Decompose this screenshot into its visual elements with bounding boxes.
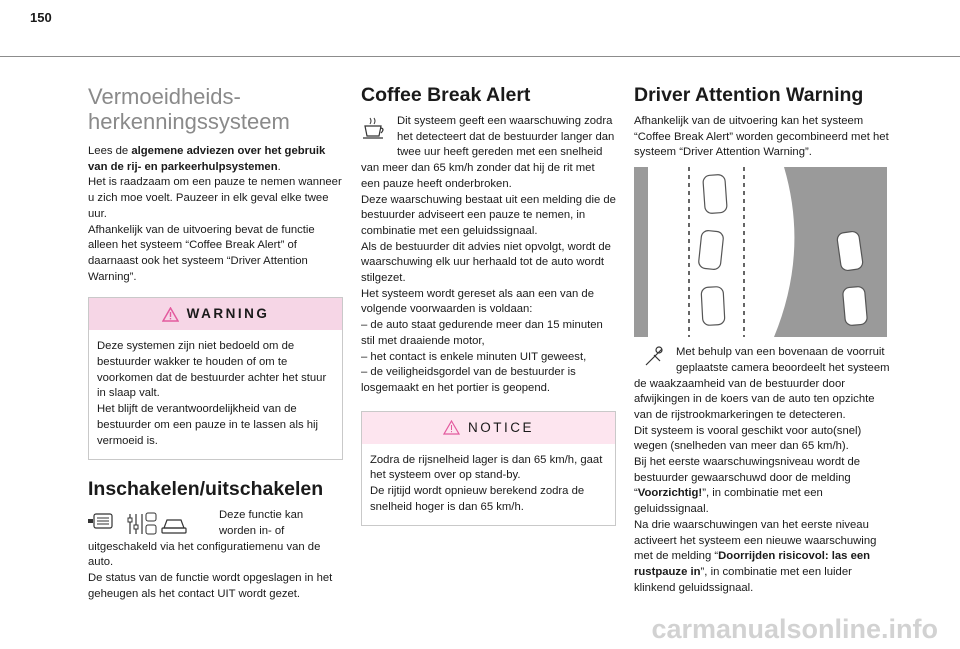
notice-triangle-icon xyxy=(443,420,460,435)
notice-label: NOTICE xyxy=(467,419,534,435)
paragraph: Bij het eerste waarschuwingsniveau wordt de bestuurder gewaarschuwd door de melding “Voorzichtig!”, in combinatie met een geluidssignaal. xyxy=(634,456,861,516)
page-number: 150 xyxy=(30,10,52,25)
intro-paragraph: Lees de algemene adviezen over het gebruik van de rij- en parkeerhulpsystemen. xyxy=(88,145,326,173)
paragraph: Dit systeem geeft een waarschuwing zodra het detecteert dat de bestuurder langer dan twee uur heeft gereden met een snelheid van meer dan 65 km/h zonder dat hij de rit met een pauze heeft onderbroken. xyxy=(361,115,615,190)
column-driver-attention xyxy=(634,84,890,596)
section-title-coffee-break: Coffee Break Alert xyxy=(361,84,531,106)
settings-sliders-icon xyxy=(128,513,156,534)
touchscreen-icon xyxy=(88,514,112,528)
paragraph: Als de bestuurder dit advies niet opvolgt, wordt de waarschuwing elk uur herhaald tot de auto wordt stilgezet. xyxy=(361,240,611,285)
toggle-text: Deze functie kan worden in- of uitgeschakeld via het configuratiemenu van de auto. xyxy=(88,509,321,569)
paragraph: Afhankelijk van de uitvoering bevat de functie alleen het systeem “Coffee Break Alert” of daarnaast ook het systeem “Driver Attention Warning”. xyxy=(88,223,315,283)
warning-triangle-icon xyxy=(162,307,179,322)
notice-header xyxy=(362,412,615,444)
notice-text: Zodra de rijsnelheid lager is dan 65 km/h, gaat het systeem over op stand-by. xyxy=(370,453,603,482)
header-divider xyxy=(0,56,960,57)
warning-label: WARNING xyxy=(186,306,270,322)
warning-text: Deze systemen zijn niet bedoeld om de bestuurder wakker te houden of om te voorkomen dat de bestuurder achter het stuur in slaap valt. xyxy=(97,340,327,400)
paragraph: Deze waarschuwing bestaat uit een melding die de bestuurder adviseert een pauze te nemen, in combinatie met een geluidssignaal. xyxy=(361,193,616,237)
warning-box xyxy=(88,297,343,460)
paragraph: Het is raadzaam om een pauze te nemen wanneer u zich moe voelt. Pauzeer in elk geval elke twee uur. xyxy=(88,176,342,220)
notice-text: De rijtijd wordt opnieuw berekend zodra de snelheid hoger is dan 65 km/h. xyxy=(370,485,585,513)
paragraph: Na drie waarschuwingen van het eerste niveau activeert het systeem een nieuwe waarschuwing met de melding “Doorrijden risicovol: las een rustpauze in”, in combinatie met een luider klinkend geluidssignaal. xyxy=(634,518,877,594)
list-item: – het contact is enkele minuten UIT geweest, xyxy=(361,350,587,363)
lane-drift-illustration xyxy=(634,167,887,337)
car-icon xyxy=(162,520,186,533)
paragraph: Het systeem wordt gereset als aan een van de volgende voorwaarden is voldaan: xyxy=(361,287,594,316)
paragraph: Afhankelijk van de uitvoering kan het systeem “Coffee Break Alert” worden gecombineerd met het systeem “Driver Attention Warning”. xyxy=(634,115,889,159)
coffee-cup-icon xyxy=(361,116,387,146)
column-fatigue xyxy=(88,84,343,602)
camera-icon xyxy=(644,345,664,373)
warning-header xyxy=(89,298,342,330)
section-title-driver-attention: Driver Attention Warning xyxy=(634,84,864,106)
section-title-toggle: Inschakelen/uitschakelen xyxy=(88,478,324,501)
list-item: – de veiligheidsgordel van de bestuurder is losgemaakt en het portier is geopend. xyxy=(361,366,576,394)
menu-icons xyxy=(88,510,213,538)
warning-text: Het blijft de verantwoordelijkheid van de bestuurder om een pauze in te lassen als hij vermoeid is. xyxy=(97,403,319,447)
toggle-paragraph xyxy=(88,508,343,602)
section-title-fatigue: Vermoeidheids- herkenningssysteem xyxy=(88,84,290,134)
column-coffee-break xyxy=(361,84,616,526)
notice-box xyxy=(361,411,616,527)
toggle-text: De status van de functie wordt opgeslagen in het geheugen als het contact UIT wordt gezet. xyxy=(88,572,333,600)
list-item: – de auto staat gedurende meer dan 15 minuten stil met draaiende motor, xyxy=(361,319,603,347)
watermark: carmanualsonline.info xyxy=(651,614,938,644)
paragraph: Dit systeem is vooral geschikt voor auto(snel) wegen (snelheden van meer dan 65 km/h). xyxy=(634,424,862,453)
paragraph: Met behulp van een bovenaan de voorruit geplaatste camera beoordeelt het systeem de waakzaamheid van de bestuurder door afwijkingen in de koers van de auto ten opzichte van de rijstrookmarkeringen te detecteren. xyxy=(634,346,890,421)
